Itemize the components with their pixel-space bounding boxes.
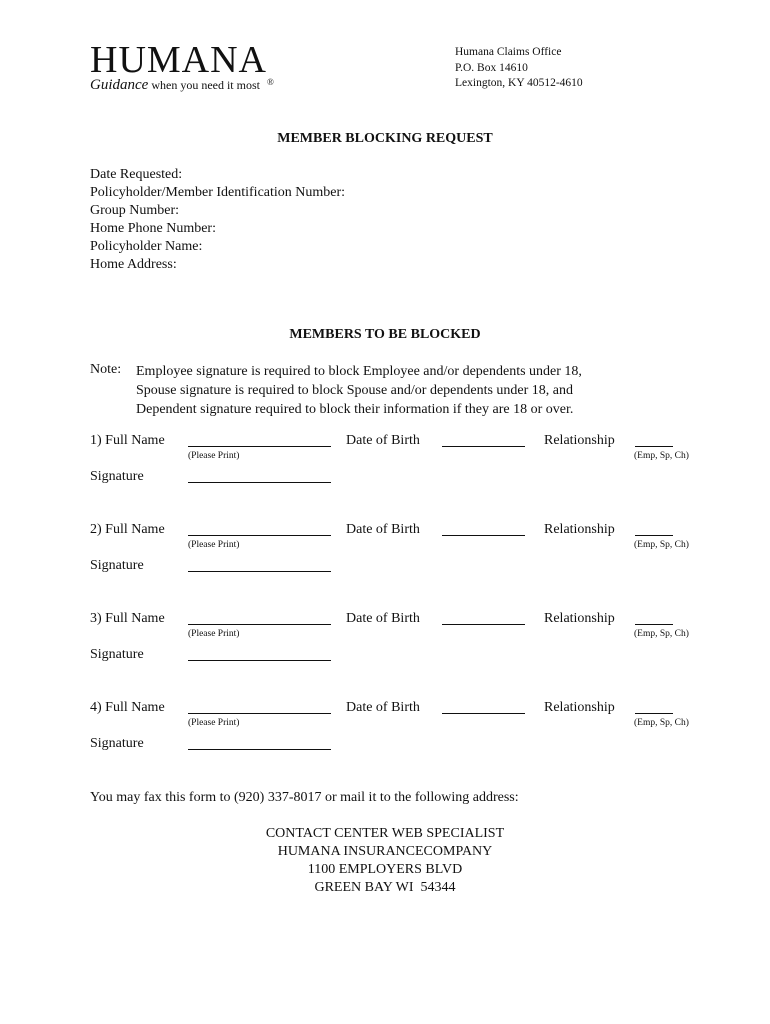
signature-label: Signature: [90, 647, 144, 662]
tagline-italic: Guidance: [90, 77, 149, 93]
relationship-label: Relationship: [544, 700, 615, 715]
signature-line[interactable]: [188, 749, 331, 750]
relationship-options: (Emp, Sp, Ch): [634, 629, 689, 639]
signature-label: Signature: [90, 469, 144, 484]
field-home-phone: Home Phone Number:: [90, 221, 216, 236]
mail-address-line: CONTACT CENTER WEB SPECIALIST: [265, 826, 505, 841]
office-address-line: Humana Claims Office: [455, 46, 562, 58]
office-address-line: Lexington, KY 40512-4610: [455, 77, 583, 89]
field-date-requested: Date Requested:: [90, 167, 183, 182]
logo-tagline: [90, 77, 260, 93]
field-group-number: Group Number:: [90, 203, 180, 218]
field-policyholder-name: Policyholder Name:: [90, 239, 203, 254]
please-print-hint: (Please Print): [188, 540, 240, 550]
member-block-3: [0, 611, 770, 691]
full-name-line[interactable]: [188, 624, 331, 625]
relationship-line[interactable]: [635, 713, 673, 714]
relationship-options: (Emp, Sp, Ch): [634, 540, 689, 550]
field-member-id: Policyholder/Member Identification Number:: [90, 185, 346, 200]
mail-address-line: HUMANA INSURANCECOMPANY: [277, 844, 493, 859]
note-line: Dependent signature required to block their information if they are 18 or over.: [136, 402, 574, 417]
note-label: Note:: [90, 362, 122, 377]
full-name-label: 2) Full Name: [90, 522, 165, 537]
logo-text: HUMANA: [90, 39, 267, 81]
dob-line[interactable]: [442, 624, 525, 625]
relationship-line[interactable]: [635, 624, 673, 625]
registered-mark: ®: [267, 77, 275, 87]
please-print-hint: (Please Print): [188, 629, 240, 639]
relationship-line[interactable]: [635, 535, 673, 536]
please-print-hint: (Please Print): [188, 718, 240, 728]
mail-address: [0, 825, 770, 897]
full-name-label: 1) Full Name: [90, 433, 165, 448]
full-name-line[interactable]: [188, 446, 331, 447]
dob-label: Date of Birth: [346, 522, 420, 537]
member-block-2: [0, 522, 770, 602]
office-address: [455, 45, 583, 92]
relationship-options: (Emp, Sp, Ch): [634, 718, 689, 728]
note-text: [136, 362, 582, 419]
dob-label: Date of Birth: [346, 700, 420, 715]
mail-address-line: 1100 EMPLOYERS BLVD: [307, 862, 463, 877]
note-line: Spouse signature is required to block Spouse and/or dependents under 18, and: [136, 383, 574, 398]
relationship-label: Relationship: [544, 611, 615, 626]
dob-line[interactable]: [442, 446, 525, 447]
member-block-1: [0, 433, 770, 513]
please-print-hint: (Please Print): [188, 451, 240, 461]
tagline-rest: when you need it most: [151, 78, 260, 92]
relationship-label: Relationship: [544, 522, 615, 537]
dob-label: Date of Birth: [346, 433, 420, 448]
office-address-line: P.O. Box 14610: [455, 61, 528, 74]
dob-label: Date of Birth: [346, 611, 420, 626]
full-name-line[interactable]: [188, 535, 331, 536]
note-line: Employee signature is required to block Employee and/or dependents under 18,: [136, 364, 582, 379]
full-name-line[interactable]: [188, 713, 331, 714]
signature-label: Signature: [90, 558, 144, 573]
section-title: MEMBERS TO BE BLOCKED: [289, 327, 481, 342]
member-block-4: [0, 700, 770, 780]
signature-line[interactable]: [188, 482, 331, 483]
info-fields: [90, 166, 345, 274]
relationship-line[interactable]: [635, 446, 673, 447]
relationship-options: (Emp, Sp, Ch): [634, 451, 689, 461]
relationship-label: Relationship: [544, 433, 615, 448]
fax-instructions: You may fax this form to (920) 337-8017 or mail it to the following address:: [90, 790, 519, 805]
full-name-label: 4) Full Name: [90, 700, 165, 715]
mail-address-line: GREEN BAY WI 54344: [314, 880, 456, 895]
field-home-address: Home Address:: [90, 257, 177, 272]
dob-line[interactable]: [442, 535, 525, 536]
signature-line[interactable]: [188, 660, 331, 661]
dob-line[interactable]: [442, 713, 525, 714]
page-title: MEMBER BLOCKING REQUEST: [277, 131, 493, 146]
full-name-label: 3) Full Name: [90, 611, 165, 626]
signature-line[interactable]: [188, 571, 331, 572]
signature-label: Signature: [90, 736, 144, 751]
